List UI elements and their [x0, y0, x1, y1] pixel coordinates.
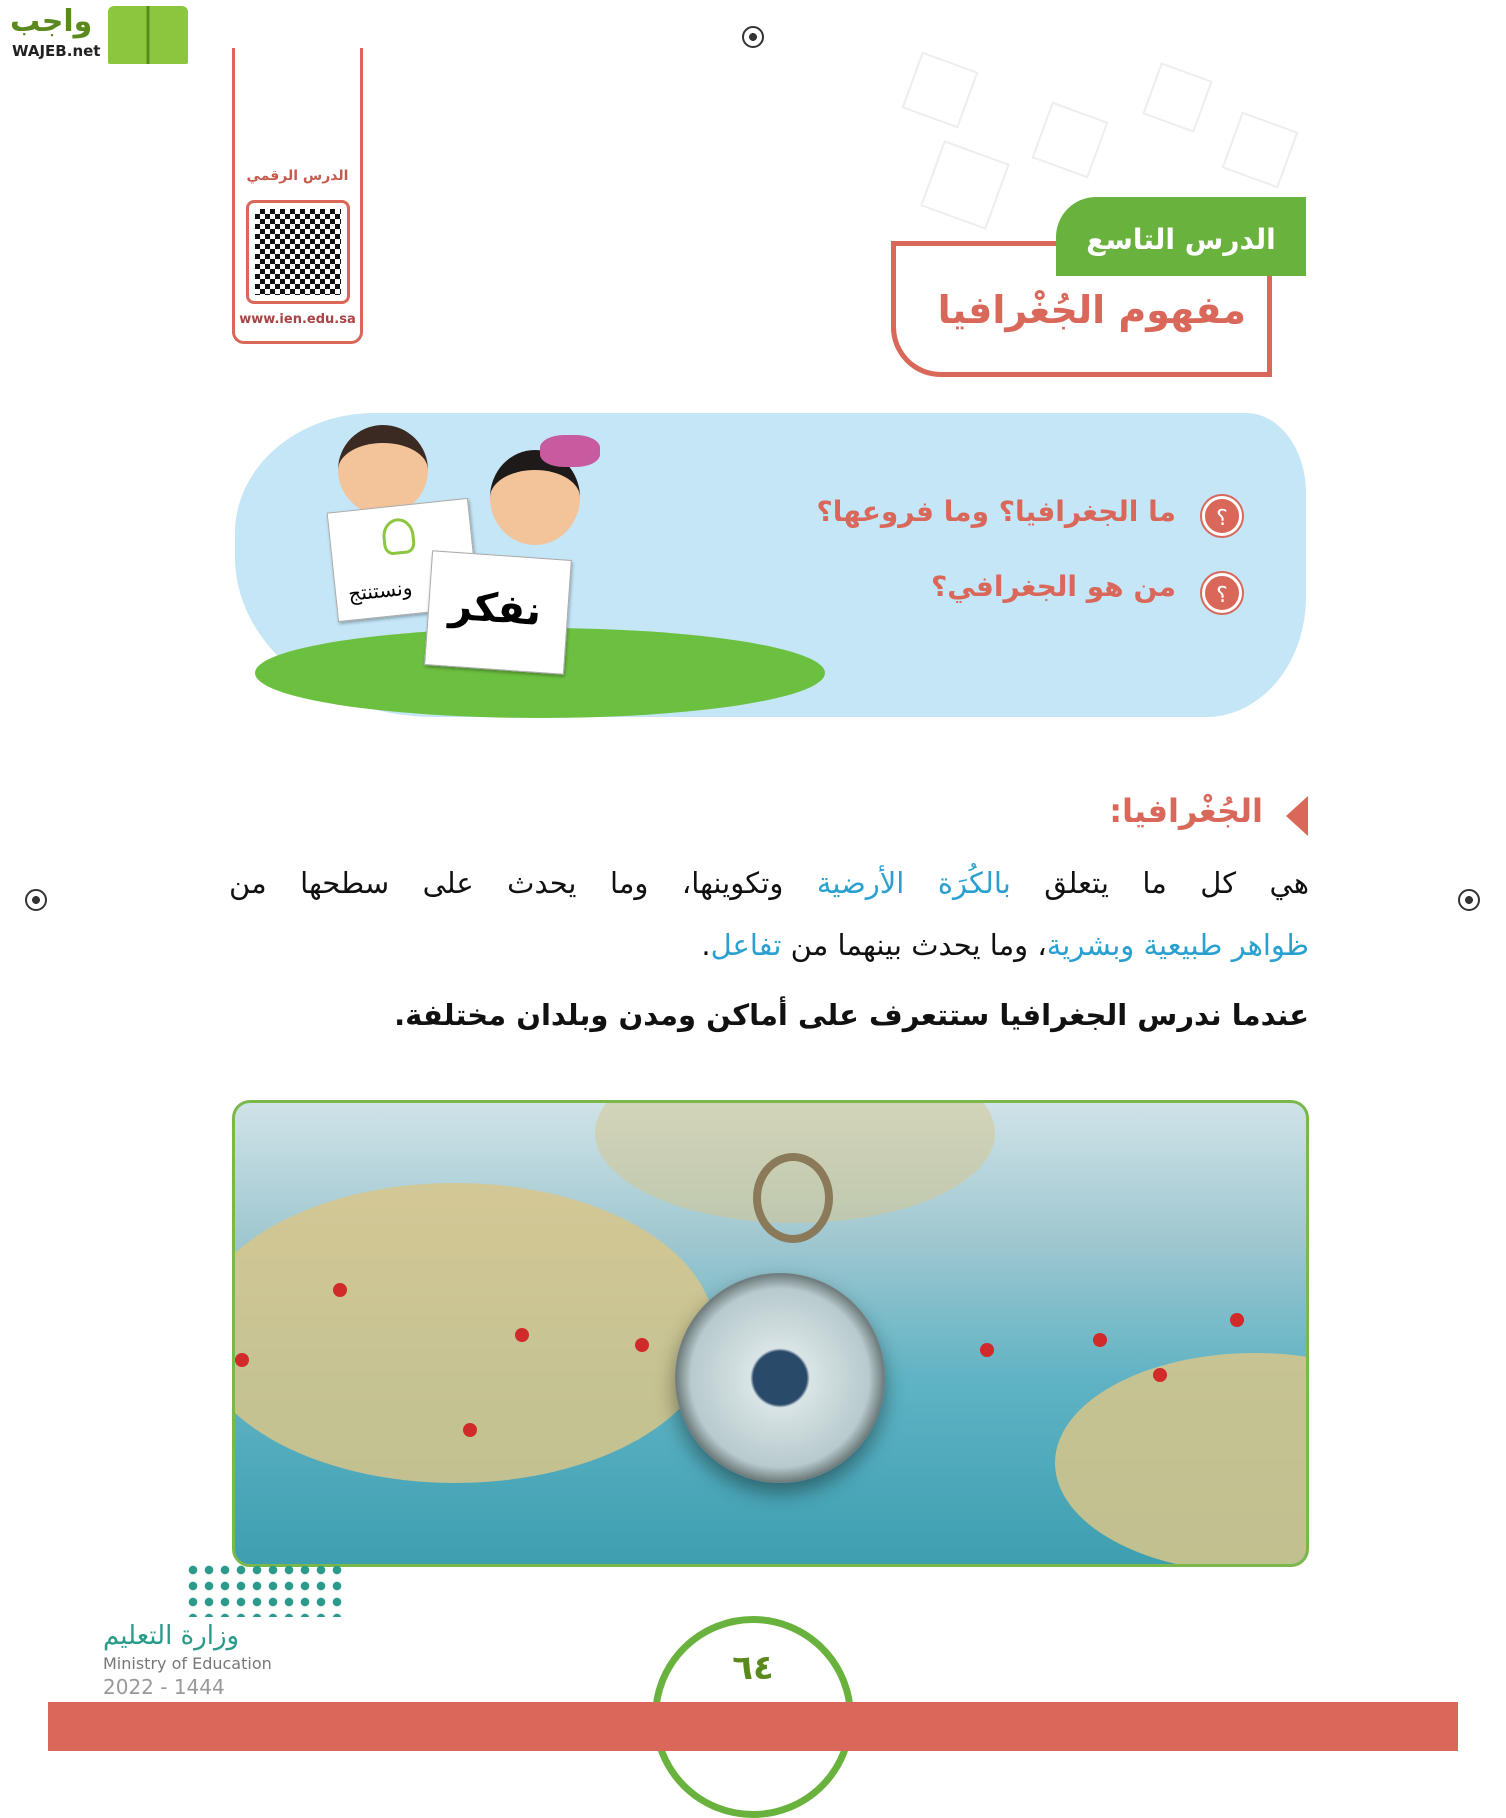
chevron-left-icon	[1286, 796, 1308, 836]
edition-year: 2022 - 1444	[103, 1675, 225, 1699]
card-think	[424, 550, 572, 674]
qr-code[interactable]	[246, 200, 350, 304]
compass-map-photo	[232, 1100, 1309, 1567]
digital-lesson-label: الدرس الرقمي	[246, 168, 349, 184]
wajeb-logo[interactable]: واجب	[10, 4, 93, 39]
lightbulb-icon	[381, 517, 417, 556]
question-icon: ؟	[1202, 573, 1242, 613]
registration-mark-icon	[25, 889, 47, 911]
question-icon: ؟	[1202, 496, 1242, 536]
question-2: من هو الجغرافي؟	[930, 570, 1176, 603]
card-think-text: نفكر	[447, 582, 543, 635]
compass-icon	[675, 1273, 885, 1483]
lesson-title: مفهوم الجُغْرافيا	[937, 288, 1246, 332]
digital-lesson-url[interactable]: www.ien.edu.sa	[239, 312, 356, 327]
ministry-name-ar: وزارة التعليم	[103, 1621, 240, 1651]
wajeb-logo-latin: WAJEB.net	[12, 42, 101, 60]
decoration	[920, 140, 1010, 230]
definition-line-2: ظواهر طبيعية وبشرية، وما يحدث بينهما من تفاعل.	[701, 928, 1309, 962]
boy-head	[338, 425, 428, 515]
compass-ring	[753, 1153, 833, 1243]
decoration	[1142, 62, 1212, 132]
book-icon	[108, 6, 188, 64]
card-conclude-text: ونستنتج	[346, 575, 414, 606]
lesson-number-tab: الدرس التاسع	[1056, 197, 1306, 276]
ministry-logo-dots	[185, 1562, 345, 1617]
decoration	[1032, 102, 1109, 179]
definition-line-1: هي كل ما يتعلق بالكُرَة الأرضية وتكوينها، وما يحدث على سطحها من	[229, 866, 1310, 900]
section-heading: الجُغْرافيا:	[1109, 792, 1263, 830]
decoration	[902, 52, 979, 129]
question-1: ما الجغرافيا؟ وما فروعها؟	[816, 495, 1176, 528]
bow-icon	[540, 435, 600, 467]
registration-mark-icon	[1458, 889, 1480, 911]
ministry-name-en: Ministry of Education	[103, 1654, 272, 1673]
paragraph-2: عندما ندرس الجغرافيا ستتعرف على أماكن ومدن وبلدان مختلفة.	[394, 998, 1309, 1032]
footer-bar	[48, 1702, 1458, 1751]
page-number: ٦٤	[732, 1648, 774, 1688]
registration-mark-icon	[742, 26, 764, 48]
decoration	[1222, 112, 1299, 189]
